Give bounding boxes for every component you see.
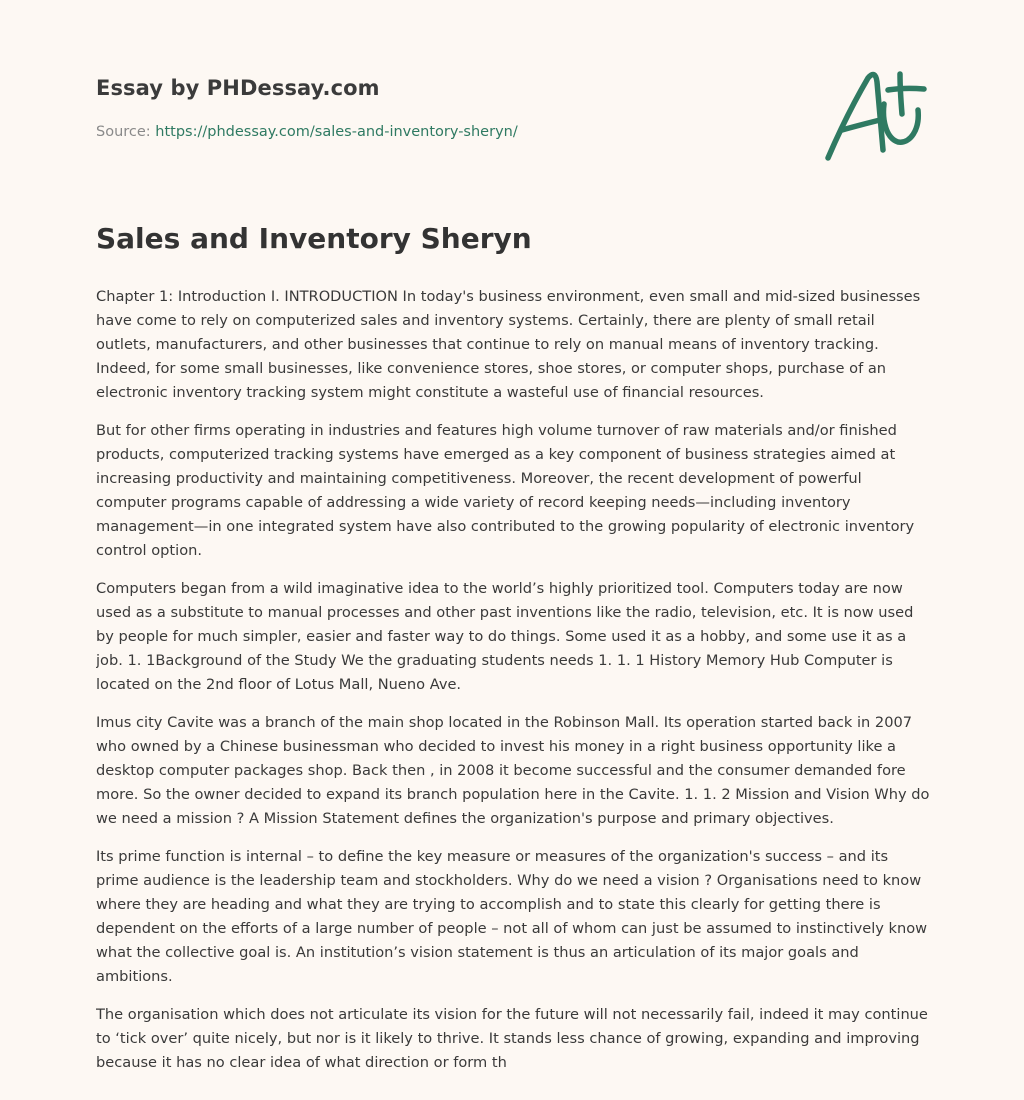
essay-paragraph: Imus city Cavite was a branch of the main shop located in the Robinson Mall. Its operation started back in 2007 who owned by a Chinese businessman who decided to invest his money in a right business opportunity like a desktop computer packages shop. Back then , in 2008 it become successful and the consumer demanded fore more. So the owner decided to expand its branch population here in the Cavite. 1. 1. 2 Mission and Vision Why do we need a mission ? A Mission Statement defines the organization's purpose and primary objectives. bbox=[96, 714, 930, 827]
source-label: Source: bbox=[96, 124, 156, 140]
essay-body bbox=[96, 285, 932, 1085]
source-link[interactable]: https://phdessay.com/sales-and-inventory-sheryn/ bbox=[155, 124, 518, 140]
a-plus-grade-icon bbox=[820, 64, 930, 168]
essay-page bbox=[96, 0, 932, 1100]
essay-paragraph: Computers began from a wild imaginative idea to the world’s highly prioritized tool. Computers today are now used as a substitute to manual processes and other past inventions like the radio, television, etc. It is now used by people for much simpler, easier and faster way to do things. Some used it as a hobby, and some use it as a job. 1. 1Background of the Study We the graduating students needs 1. 1. 1 History Memory Hub Computer is located on the 2nd floor of Lotus Mall, Nueno Ave. bbox=[96, 580, 914, 693]
site-header bbox=[96, 0, 932, 180]
essay-paragraph: The organisation which does not articulate its vision for the future will not necessarily fail, indeed it may continue to ‘tick over’ quite nicely, but nor is it likely to thrive. It stands less chance of growing, expanding and improving because it has no clear idea of what direction or form th bbox=[96, 1006, 928, 1071]
essay-paragraph: Its prime function is internal – to define the key measure or measures of the organization's success – and its prime audience is the leadership team and stockholders. Why do we need a vision ? Organisations need to know where they are heading and what they are trying to accomplish and to state this clearly for getting there is dependent on the efforts of a large number of people – not all of whom can just be assumed to instinctively know what the collective goal is. An institution’s vision statement is thus an articulation of its major goals and ambitions. bbox=[96, 848, 928, 985]
essay-paragraph: But for other firms operating in industries and features high volume turnover of raw materials and/or finished products, computerized tracking systems have emerged as a key component of business strategies aimed at increasing productivity and maintaining competitiveness. Moreover, the recent development of powerful computer programs capable of addressing a wide variety of record keeping needs—including inventory management—in one integrated system have also contributed to the growing popularity of electronic inventory control option. bbox=[96, 422, 915, 559]
essay-paragraph: Chapter 1: Introduction I. INTRODUCTION In today's business environment, even small and mid-sized businesses have come to rely on computerized sales and inventory systems. Certainly, there are plenty of small retail outlets, manufacturers, and other businesses that continue to rely on manual means of inventory tracking. Indeed, for some small businesses, like convenience stores, shoe stores, or computer shops, purchase of an electronic inventory tracking system might constitute a wasteful use of financial resources. bbox=[96, 288, 921, 401]
site-brand: Essay by PHDessay.com bbox=[96, 76, 380, 100]
essay-title: Sales and Inventory Sheryn bbox=[96, 222, 532, 255]
source-line bbox=[96, 124, 518, 140]
